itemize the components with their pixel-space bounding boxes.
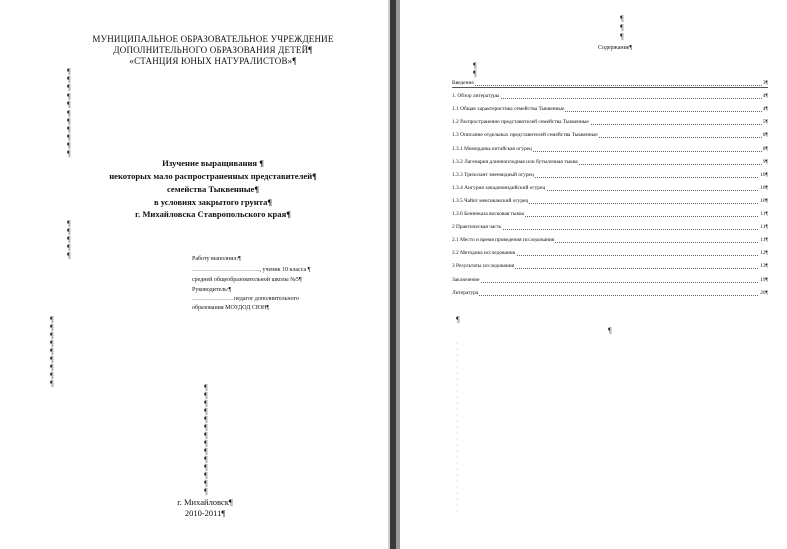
paragraph-mark: ¶	[50, 347, 54, 356]
dot-mark: ·	[456, 353, 458, 359]
title-line-4: в условиях закрытого грунта¶	[153, 197, 273, 207]
toc-entry[interactable]	[452, 198, 768, 205]
toc-entry[interactable]	[452, 224, 768, 231]
dot-mark: ·	[456, 341, 458, 347]
paragraph-mark: ¶	[67, 243, 71, 252]
toc-entry-title: Заключение	[452, 276, 480, 283]
title-line-5: г. Михайловска Ставропольского края¶	[135, 209, 291, 219]
toc-entry-title: Литература	[452, 289, 479, 296]
paragraph-mark: ¶	[620, 32, 624, 41]
org-header-line-2: ДОПОЛНИТЕЛЬНОГО ОБРАЗОВАНИЯ ДЕТЕЙ¶	[113, 45, 313, 55]
paragraph-mark: ¶	[67, 227, 71, 236]
toc-entry-title: 2.2 Методика исследования	[452, 250, 516, 257]
info-line-3: средней общеобразовательной школы №5¶	[192, 277, 302, 283]
dot-mark: ·	[456, 371, 458, 377]
info-line-1: Работу выполнил:¶	[192, 256, 241, 262]
toc-entry-page: 19¶	[760, 276, 768, 283]
dot-mark: ·	[456, 401, 458, 407]
dot-mark: ·	[456, 449, 458, 455]
paragraph-mark: ¶	[67, 251, 71, 260]
paragraph-mark: ¶	[67, 141, 71, 150]
paragraph-mark: ¶	[473, 69, 477, 78]
dot-mark: ·	[456, 395, 458, 401]
toc-leader-dots	[452, 85, 768, 86]
dot-mark: ·	[456, 455, 458, 461]
info-line-6: образования МОУДОД СЮН¶	[192, 305, 270, 311]
info-line-4: Руководитель:¶	[192, 287, 232, 293]
toc-entry-title: 1.3.4 Ангурия западноиндийский огурец	[452, 184, 546, 191]
toc-entry-page: 10¶	[760, 171, 768, 178]
toc-entry[interactable]	[452, 250, 768, 257]
title-line-1: Изучение выращивания ¶	[162, 158, 264, 168]
toc-entry[interactable]	[452, 172, 768, 179]
org-header-line-1: МУНИЦИПАЛЬНОЕ ОБРАЗОВАТЕЛЬНОЕ УЧРЕЖДЕНИЕ	[92, 34, 334, 44]
toc-entry[interactable]	[452, 211, 768, 218]
year-label: 2010-2011¶	[184, 508, 226, 518]
toc-entry-title: 1.1 Общая характеристика семейства Тыквенные	[452, 106, 565, 113]
toc-entry[interactable]	[452, 290, 768, 297]
toc-entry-page: 10¶	[760, 197, 768, 204]
toc-entry-title: 1.3.5 Чайот мексиканский огурец	[452, 197, 529, 204]
toc-entry-page: 3¶	[762, 80, 768, 86]
paragraph-mark: ¶	[50, 363, 54, 372]
paragraph-mark: ¶	[204, 455, 208, 464]
paragraph-mark: ¶	[50, 371, 54, 380]
paragraph-mark: ¶	[204, 487, 208, 496]
toc-entry-page: 10¶	[760, 184, 768, 191]
dot-mark: ·	[456, 413, 458, 419]
toc-entry[interactable]	[452, 106, 768, 113]
toc-entry-page: 5¶	[762, 119, 768, 126]
toc-leader-dots	[452, 282, 768, 283]
info-line-5: …………………педагог дополнительного	[192, 296, 299, 302]
title-line-2: некоторых мало распространенных представителей¶	[109, 171, 317, 181]
paragraph-mark: ¶	[67, 117, 71, 126]
toc-entry-page: 11¶	[760, 237, 768, 244]
paragraph-mark: ¶	[67, 100, 71, 109]
toc-entry-title: 1. Обзор литературы	[452, 93, 500, 100]
toc-entry-page: 8¶	[762, 145, 768, 152]
toc-entry-title: 2.1 Место и время проведения исследования	[452, 237, 555, 244]
dot-mark: ·	[456, 485, 458, 491]
paragraph-mark: ¶	[204, 383, 208, 392]
toc-entry-title: 1.3.1 Момордика китайская огурец	[452, 145, 532, 152]
paragraph-mark: ¶	[204, 415, 208, 424]
paragraph-mark: ¶	[620, 23, 624, 32]
dot-mark: ·	[456, 431, 458, 437]
paragraph-mark: ¶	[67, 149, 71, 158]
paragraph-mark: ¶	[67, 67, 71, 76]
dot-mark: ·	[456, 365, 458, 371]
paragraph-mark: ¶	[67, 109, 71, 118]
toc-entry-title: Введение	[452, 80, 474, 86]
paragraph-mark: ¶	[204, 431, 208, 440]
toc-entry[interactable]	[452, 80, 768, 88]
dot-mark: ·	[456, 509, 458, 515]
paragraph-mark: ¶	[67, 92, 71, 101]
left-page	[0, 0, 388, 549]
paragraph-mark: ¶	[67, 235, 71, 244]
dot-mark: ·	[456, 389, 458, 395]
dot-mark: ·	[456, 425, 458, 431]
dot-mark: ·	[456, 443, 458, 449]
dot-mark: ·	[456, 347, 458, 353]
toc-entry-title: 1.3.3 Трихозант змеевидный огурец	[452, 171, 534, 178]
toc-entry[interactable]	[452, 146, 768, 153]
paragraph-mark: ¶	[473, 61, 477, 70]
toc-entry-title: 1.3.6 Бенинказа восковая тыква	[452, 211, 524, 217]
paragraph-mark: ¶	[204, 471, 208, 480]
toc-entry-title: 2 Практическая часть	[452, 224, 502, 231]
toc-entry-page: 12¶	[760, 250, 768, 257]
dot-mark: ·	[456, 437, 458, 443]
toc-entry[interactable]	[452, 237, 768, 244]
toc-entry-page: 9¶	[762, 158, 768, 165]
toc-entry-page: 4¶	[762, 106, 768, 113]
toc-entry-page: 11¶	[760, 211, 768, 217]
toc-entry[interactable]	[452, 132, 768, 139]
paragraph-mark: ¶	[50, 379, 54, 388]
paragraph-mark: ¶	[204, 391, 208, 400]
toc-entry-page: 11¶	[760, 224, 768, 231]
toc-entry[interactable]	[452, 185, 768, 192]
paragraph-mark: ¶	[67, 125, 71, 134]
paragraph-mark: ¶	[67, 133, 71, 142]
paragraph-mark: ¶	[204, 447, 208, 456]
toc-entry[interactable]	[452, 277, 768, 284]
toc-entry-title: 1.3.2 Лагенария длинноплодная или бутылочная тыква	[452, 158, 578, 165]
paragraph-mark: ¶	[50, 339, 54, 348]
paragraph-mark: ¶	[67, 75, 71, 84]
toc-entry[interactable]	[452, 119, 768, 126]
toc-entry-page: 20¶	[760, 289, 768, 296]
paragraph-mark: ¶	[456, 315, 460, 324]
dot-mark: ·	[456, 473, 458, 479]
dot-mark: ·	[456, 491, 458, 497]
dot-mark: ·	[456, 419, 458, 425]
paragraph-mark: ¶	[50, 355, 54, 364]
dot-mark: ·	[456, 383, 458, 389]
paragraph-mark: ¶	[204, 439, 208, 448]
toc-entry[interactable]	[452, 159, 768, 166]
dot-mark: ·	[456, 377, 458, 383]
paragraph-mark: ¶	[204, 399, 208, 408]
paragraph-mark: ¶	[50, 323, 54, 332]
paragraph-mark: ¶	[204, 463, 208, 472]
dot-mark: ·	[456, 497, 458, 503]
toc-entry[interactable]	[452, 263, 768, 270]
dot-mark: ·	[456, 479, 458, 485]
toc-entry[interactable]	[452, 93, 768, 100]
paragraph-mark: ¶	[67, 219, 71, 228]
middle-paragraph-mark: ¶	[608, 326, 612, 335]
paragraph-mark: ¶	[204, 423, 208, 432]
page-divider	[388, 0, 400, 549]
paragraph-mark: ¶	[67, 83, 71, 92]
toc-entry-title: 3 Результаты исследования	[452, 263, 515, 270]
dot-mark: ·	[456, 407, 458, 413]
title-line-3: семейства Тыквенные¶	[167, 184, 259, 194]
toc-entry-page: 4¶	[762, 93, 768, 100]
toc-entry-page: 8¶	[762, 132, 768, 139]
org-header-line-3: «СТАНЦИЯ ЮНЫХ НАТУРАЛИСТОВ»¶	[129, 56, 297, 66]
dot-mark: ·	[456, 503, 458, 509]
paragraph-mark: ¶	[50, 315, 54, 324]
paragraph-mark: ¶	[204, 479, 208, 488]
city-label: г. Михайловск¶	[177, 497, 233, 507]
dot-mark: ·	[456, 461, 458, 467]
dot-mark: ·	[456, 467, 458, 473]
toc-leader-dots	[452, 295, 768, 296]
paragraph-mark: ¶	[50, 331, 54, 340]
paragraph-mark: ¶	[620, 14, 624, 23]
toc-entry-title: 1.2 Распространение представителей семейства Тыквенные	[452, 119, 589, 126]
info-line-2: ……………………………., ученик 10 класса ¶	[192, 267, 311, 273]
dot-mark: ·	[456, 359, 458, 365]
paragraph-mark: ¶	[204, 407, 208, 416]
toc-title: Содержание¶	[598, 45, 633, 51]
toc-entry-page: 13¶	[760, 263, 768, 270]
toc-entry-title: 1.3 Описание отдельных представителей семейства Тыквенные	[452, 132, 598, 139]
